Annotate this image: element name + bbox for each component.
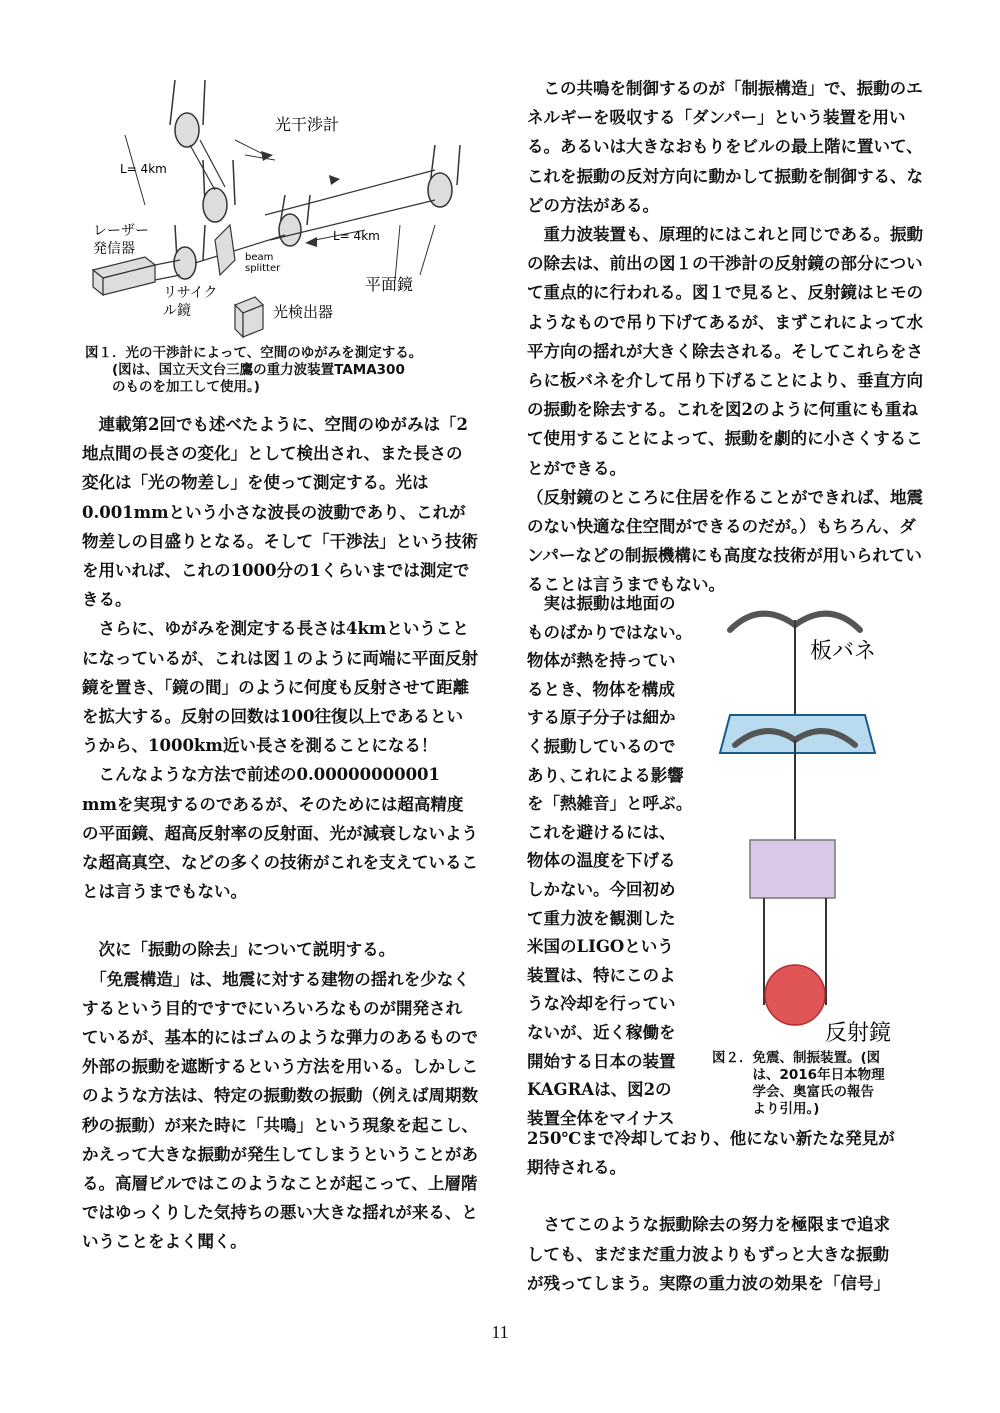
label-arm-length-2: L= 4km	[333, 229, 380, 243]
right-paragraph-5: さてこのような振動除去の努力を極限まで追求 しても、まだまだ重力波よりもずっと大きな振動 が残ってしまう。実際の重力波の効果を「信号」	[527, 1215, 890, 1293]
leaf-spring-frame	[720, 715, 875, 753]
figure-2-caption: 図２．免震、制振装置。(図 は、2016年日本物理 学会、奥富氏の報告 より引用。)	[712, 1050, 885, 1117]
right-paragraph-4: 250℃まで冷却しており、他にない新たな発見が 期待される。	[527, 1129, 895, 1177]
label-beam-splitter: beam splitter	[245, 252, 281, 274]
right-last-text	[527, 1210, 927, 1299]
left-paragraph-2: さらに、ゆがみを測定する長さは4kmということになっているが、これは図１のように両端に平面反射鏡を置き、「鏡の間」のように何度も反射させて距離を拡大する。反射の回数は100往復以上であるというから、1000km近い長さを測ることになる！	[82, 619, 478, 756]
label-mirror: 反射鏡	[825, 1021, 892, 1046]
mirror-mid	[203, 188, 227, 222]
mirror-right	[428, 173, 452, 207]
mirror-top	[175, 113, 199, 147]
figure-2-vibration-isolation	[700, 595, 940, 1055]
label-recycle-mirror: リサイクル鏡	[163, 285, 218, 319]
label-photodetector: 光検出器	[273, 303, 334, 321]
figure-1-interferometer	[85, 75, 480, 345]
right-narrow-text	[527, 590, 697, 1133]
right-paragraph-3: （反射鏡のところに住居を作ることができれば、地震のない快適な住空間ができるのだが。）もちろん、ダンパーなどの制振機構にも高度な技術が用いられていることは言うまでもない。	[527, 487, 923, 595]
left-column	[82, 410, 478, 1257]
right-bottom-text	[527, 1124, 927, 1182]
page-number: 11	[491, 1322, 509, 1342]
mirror-recycle	[174, 247, 196, 279]
mirror-mass	[765, 965, 825, 1025]
left-paragraph-5: 「免震構造」は、地震に対する建物の揺れを少なくするという目的ですでにいろいろなものが開発されているが、基本的にはゴムのような弾力のあるもので外部の振動を遮断するという方法を用いる。しかしこのような方法は、特定の振動数の振動（例えば周期数秒の振動）が来た時に「共鳴」という現象を起こし、かえって大きな振動が発生してしまうということがある。高層ビルではこのようなことが起こって、上層階ではゆっくりした気持ちの悪い大きな揺れが来る、ということをよく聞く。	[82, 969, 478, 1252]
right-paragraph-1: この共鳴を制御するのが「制振構造」で、振動のエネルギーを吸収する「ダンパー」という装置を用いる。あるいは大きなおもりをビルの最上階に置いて、これを振動の反対方向に動かして振動を制御する、などの方法がある。	[527, 79, 923, 215]
label-interferometer: 光干渉計	[275, 115, 340, 134]
right-paragraph-2: 重力波装置も、原理的にはこれと同じである。振動の除去は、前出の図１の干渉計の反射鏡の部分について重点的に行われる。図１で見ると、反射鏡はヒモのようなもので吊り下げてあるが、まずこれによって水平方向の揺れが大きく除去される。そしてこれらをさらに板バネを介して吊り下げることにより、垂直方向の振動を除去する。これを図2のように何重にも重ねて使用することによって、振動を劇的に小さくすることができる。	[527, 225, 923, 478]
right-column	[527, 74, 923, 600]
label-leaf-spring: 板バネ	[810, 639, 877, 664]
label-arm-length-1: L= 4km	[120, 162, 167, 176]
left-paragraph-4: 次に「振動の除去」について説明する。	[82, 940, 396, 960]
mirror-near	[279, 214, 301, 246]
left-paragraph-1: 連載第2回でも述べたように、空間のゆがみは「2地点間の長さの変化」として検出され、また長さの変化は「光の物差し」を使って測定する。光は0.001mmという小さな波長の波動であり、これが物差しの目盛りとなる。そして「干渉法」という技術を用いれば、これの1000分の1くらいまでは測定できる。	[82, 415, 478, 610]
vibration-isolation-diagram	[700, 595, 940, 1055]
label-laser: レーザー発信器	[93, 223, 149, 257]
intermediate-mass	[750, 840, 835, 898]
right-narrow-paragraph: 実は振動は地面の ものばかりではない。 物体が熱を持ってい るとき、物体を構成 する原子分子は細か く振動しているので あり､これによる影響 を「熱雑音」と呼ぶ。 これを避けるには、 物体の温度を下げる しかない。今回初め て重力波を観測した 米国のLIGOという 装置は、特にこのよ うな冷却を行ってい ないが、近く稼働を 開始する日本の装置 KAGRAは、図2の 装置全体をマイナス	[527, 594, 693, 1128]
figure-1-caption: 図１．光の干渉計によって、空間のゆがみを測定する。 (図は、国立天文台三鷹の重力波装置TAMA300 のものを加工して使用。)	[85, 345, 423, 395]
left-paragraph-3: こんなような方法で前述の0.00000000001 mmを実現するのであるが、そのためには超高精度の平面鏡、超高反射率の反射面、光が減衰しないような超高真空、などの多くの技術がこれを支えていることは言うまでもない。	[82, 765, 478, 902]
label-flat-mirror: 平面鏡	[365, 275, 414, 294]
interferometer-diagram	[85, 75, 480, 345]
